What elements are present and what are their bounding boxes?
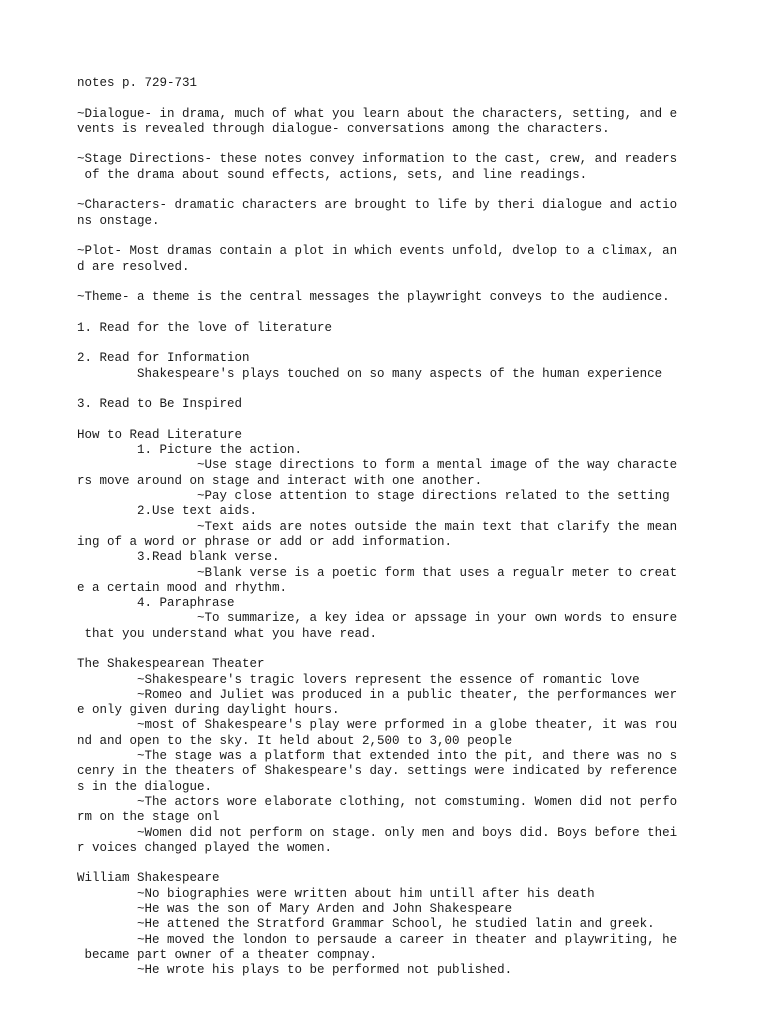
text-line [77, 137, 757, 152]
text-line: rm on the stage onl [77, 810, 220, 825]
text-line: 1. Picture the action. [77, 443, 303, 458]
text-line [77, 382, 757, 397]
text-line: vents is revealed through dialogue- conversations among the characters. [77, 121, 610, 136]
text-line: ~most of Shakespeare's play were prformed in a globe theater, it was rou [77, 718, 678, 733]
text-line: ~Shakespeare's tragic lovers represent the essence of romantic love [77, 672, 640, 687]
text-line: that you understand what you have read. [77, 626, 378, 641]
text-line: ~He was the son of Mary Arden and John Shakespeare [77, 902, 513, 917]
text-line [77, 275, 757, 290]
text-line: 1. Read for the love of literature [77, 320, 333, 335]
text-line [77, 336, 757, 351]
text-line: ~Text aids are notes outside the main text that clarify the mean [77, 519, 678, 534]
text-line: ~The actors wore elaborate clothing, not comstuming. Women did not perfo [77, 794, 678, 809]
text-line: of the drama about sound effects, actions, sets, and line readings. [77, 167, 588, 182]
text-line: ~The stage was a platform that extended into the pit, and there was no s [77, 749, 678, 764]
text-line: ~Stage Directions- these notes convey information to the cast, crew, and readers [77, 152, 678, 167]
text-line [77, 229, 757, 244]
text-line: d are resolved. [77, 259, 190, 274]
text-line: William Shakespeare [77, 871, 220, 886]
text-line: nd and open to the sky. It held about 2,500 to 3,00 people [77, 733, 513, 748]
text-line: ~Blank verse is a poetic form that uses a regualr meter to creat [77, 565, 678, 580]
text-line: 3.Read blank verse. [77, 550, 280, 565]
text-line: r voices changed played the women. [77, 840, 333, 855]
text-line: ns onstage. [77, 213, 160, 228]
text-line: ~To summarize, a key idea or apssage in your own words to ensure [77, 611, 678, 626]
text-line: ~Theme- a theme is the central messages the playwright conveys to the audience. [77, 290, 670, 305]
text-line: rs move around on stage and interact with one another. [77, 473, 483, 488]
text-line: ~Pay close attention to stage directions related to the setting [77, 489, 670, 504]
text-line: ~Women did not perform on stage. only men and boys did. Boys before thei [77, 825, 678, 840]
text-line: ~Romeo and Juliet was produced in a public theater, the performances wer [77, 687, 678, 702]
text-line: ~Use stage directions to form a mental image of the way characte [77, 458, 678, 473]
text-line: Shakespeare's plays touched on so many aspects of the human experience [77, 366, 663, 381]
text-line: 3. Read to Be Inspired [77, 397, 243, 412]
text-line [77, 413, 757, 428]
text-line: e only given during daylight hours. [77, 703, 340, 718]
text-line: 2. Read for Information [77, 351, 250, 366]
text-line: ~He moved the london to persaude a career in theater and playwriting, he [77, 932, 678, 947]
text-line [77, 856, 757, 871]
text-line: ~Dialogue- in drama, much of what you learn about the characters, setting, and e [77, 106, 678, 121]
text-line: How to Read Literature [77, 427, 243, 442]
text-line: ~He attened the Stratford Grammar School, he studied latin and greek. [77, 917, 655, 932]
text-line: notes p. 729-731 [77, 76, 198, 90]
text-line: ~Characters- dramatic characters are brought to life by theri dialogue and actio [77, 198, 678, 213]
text-line: 2.Use text aids. [77, 504, 258, 519]
text-line: ~Plot- Most dramas contain a plot in which events unfold, dvelop to a climax, an [77, 244, 678, 259]
text-line: s in the dialogue. [77, 779, 213, 794]
text-line [77, 91, 757, 106]
text-line: ing of a word or phrase or add or add information. [77, 534, 453, 549]
document-body [77, 76, 757, 979]
text-line: The Shakespearean Theater [77, 657, 265, 672]
text-line: became part owner of a theater compnay. [77, 947, 378, 962]
text-line [77, 183, 757, 198]
text-line [77, 305, 757, 320]
text-line: cenry in the theaters of Shakespeare's day. settings were indicated by reference [77, 764, 678, 779]
text-line: ~No biographies were written about him untill after his death [77, 886, 595, 901]
text-line: e a certain mood and rhythm. [77, 580, 288, 595]
text-line [77, 642, 757, 657]
text-line: 4. Paraphrase [77, 596, 235, 611]
text-line: ~He wrote his plays to be performed not published. [77, 963, 513, 978]
